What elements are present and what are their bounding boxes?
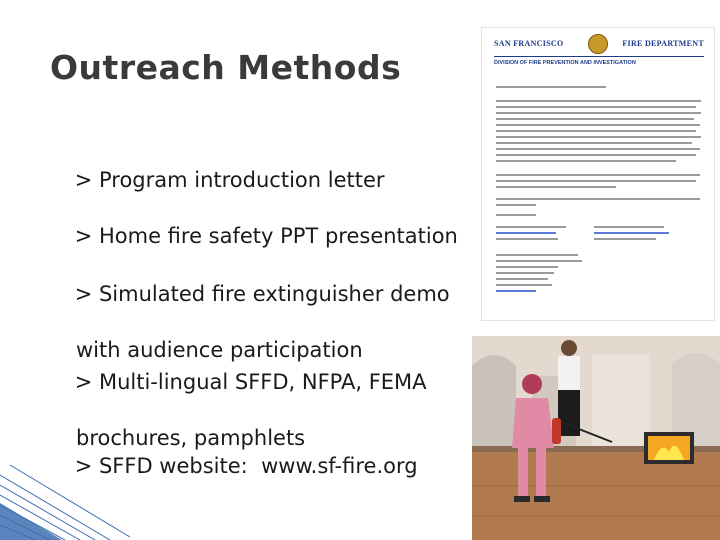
letterhead-city: SAN FRANCISCO <box>494 39 564 48</box>
letter-text-line <box>496 154 696 156</box>
letter-text-line <box>496 106 696 108</box>
bullet-text-continued: with audience participation <box>76 338 363 362</box>
slide-title: Outreach Methods <box>50 48 402 87</box>
letter-text-line <box>496 112 701 114</box>
letter-text-line <box>496 100 701 102</box>
letter-text-line <box>496 118 694 120</box>
letter-text-line <box>496 214 536 216</box>
letter-address-line <box>496 266 558 268</box>
bullet-text: > Simulated fire extinguisher demo <box>74 282 450 306</box>
letter-text-line <box>496 180 696 182</box>
letter-address-line <box>496 278 548 280</box>
bullet-text: > Multi-lingual SFFD, NFPA, FEMA <box>74 370 427 394</box>
letter-text-line <box>496 148 700 150</box>
letter-text-line <box>496 86 606 88</box>
letterhead <box>494 34 704 54</box>
letterhead-department: FIRE DEPARTMENT <box>622 39 704 48</box>
letter-text-line <box>496 186 616 188</box>
bullet-text: > Program introduction letter <box>74 168 385 192</box>
letter-website-link <box>496 290 536 292</box>
bullet-text-continued: brochures, pamphlets <box>76 426 306 450</box>
letterhead-rule <box>494 56 704 57</box>
city-seal-icon <box>588 34 608 54</box>
letter-text-line <box>496 130 696 132</box>
letter-address-line <box>496 272 554 274</box>
letter-text-line <box>496 160 676 162</box>
letter-text-line <box>496 136 701 138</box>
fire-extinguisher-demo-photo <box>472 336 720 540</box>
decorative-stripes <box>0 455 130 540</box>
letter-signature-line <box>496 238 558 240</box>
letter-text-line <box>496 124 700 126</box>
bullet-text: > SFFD website: www.sf-fire.org <box>74 454 418 478</box>
letter-address-line <box>496 254 578 256</box>
bullet-text: > Home fire safety PPT presentation <box>74 224 458 248</box>
letter-text-line <box>496 204 536 206</box>
letter-text-line <box>496 142 692 144</box>
letter-address-line <box>496 260 582 262</box>
letter-email-link <box>594 232 669 234</box>
letter-text-line <box>496 198 700 200</box>
letter-signature-line <box>594 238 656 240</box>
letter-email-link <box>496 232 556 234</box>
demo-photo-illustration <box>472 336 720 540</box>
introduction-letter-image <box>482 28 714 320</box>
letter-text-line <box>496 174 700 176</box>
letterhead-division: DIVISION OF FIRE PREVENTION AND INVESTIGATION <box>494 60 636 66</box>
letter-signature-line <box>594 226 664 228</box>
letter-address-line <box>496 284 552 286</box>
letter-signature-line <box>496 226 566 228</box>
